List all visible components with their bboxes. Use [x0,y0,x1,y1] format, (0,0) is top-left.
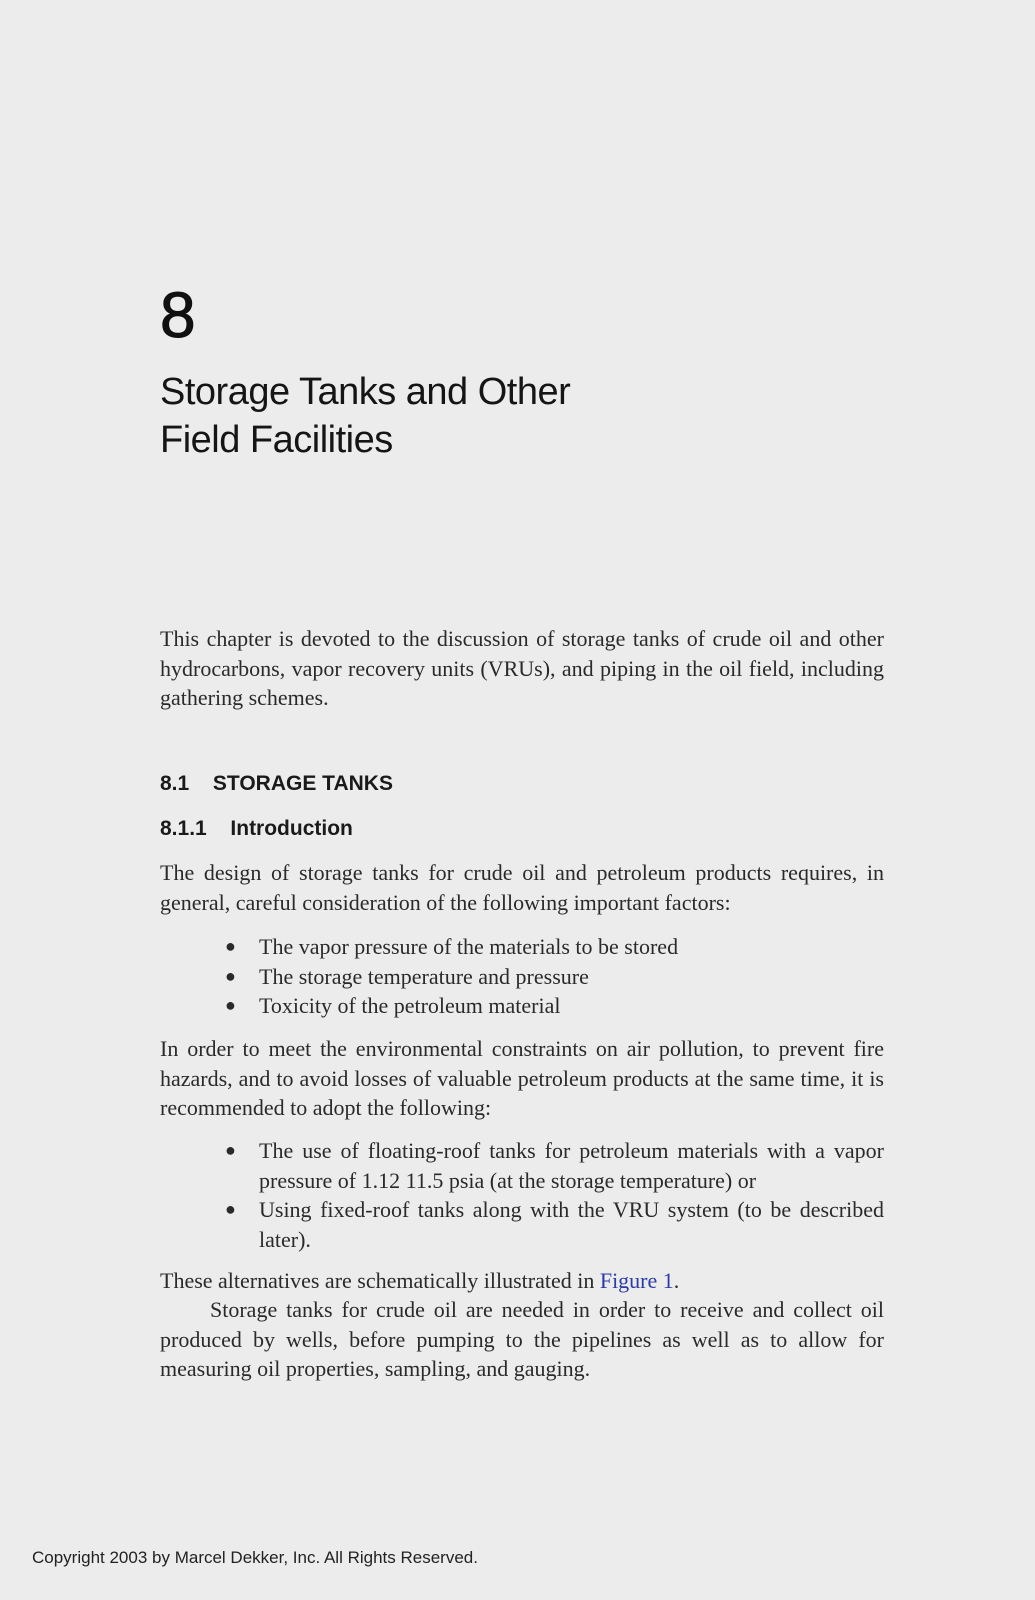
paragraph-constraints: In order to meet the environmental constraints on air pollution, to prevent fire hazards, and to avoid losses of valuable petroleum products at the same time, it is recommended to adopt the following: [160,1036,884,1120]
subsection-number: 8.1.1 [160,817,207,840]
bullet-icon: ● [225,936,236,956]
section-title: STORAGE TANKS [212,772,393,795]
chapter-number: 8 [160,279,196,351]
figure-1-link[interactable]: Figure 1 [599,1268,674,1293]
list-item: ● Using fixed-roof tanks along with the VRU system (to be described later). [225,1197,884,1252]
subsection-title: Introduction [230,817,353,840]
section-number: 8.1 [160,772,190,795]
subsection-heading [160,817,353,841]
recommendations-list [220,1136,884,1254]
paragraph-storage-purpose: Storage tanks for crude oil are needed in order to receive and collect oil produced by wells, before pumping to the pipelines as well as to allow for measuring oil properties, sampling, and gauging. [160,1297,884,1381]
copyright-footer: Copyright 2003 by Marcel Dekker, Inc. All Rights Reserved. [32,1548,478,1567]
chapter-title-line1: Storage Tanks and Other [160,371,571,413]
chapter-title [160,368,570,464]
factors-list [220,932,884,1021]
paragraph-alternatives: These alternatives are schematically illustrated in Figure 1. [160,1268,680,1293]
bullet-icon: ● [225,1140,236,1160]
list-item: ● The use of floating-roof tanks for petroleum materials with a vapor pressure of 1.12 11.5 psia (at the storage temperature) or [225,1138,884,1193]
intro-paragraph: This chapter is devoted to the discussion of storage tanks of crude oil and other hydrocarbons, vapor recovery units (VRUs), and piping in the oil field, including gathering schemes. [160,626,884,710]
list-item: ● The storage temperature and pressure [220,962,884,992]
paragraph-factors: The design of storage tanks for crude oil and petroleum products requires, in general, careful consideration of the following important factors: [160,860,884,915]
list-item: ● The vapor pressure of the materials to be stored [220,932,884,962]
bullet-icon: ● [225,965,236,986]
list-item: ● Toxicity of the petroleum material [220,991,884,1021]
section-heading [160,772,393,796]
bullet-icon: ● [225,1199,236,1219]
chapter-title-line2: Field Facilities [160,419,393,461]
bullet-icon: ● [225,995,236,1015]
